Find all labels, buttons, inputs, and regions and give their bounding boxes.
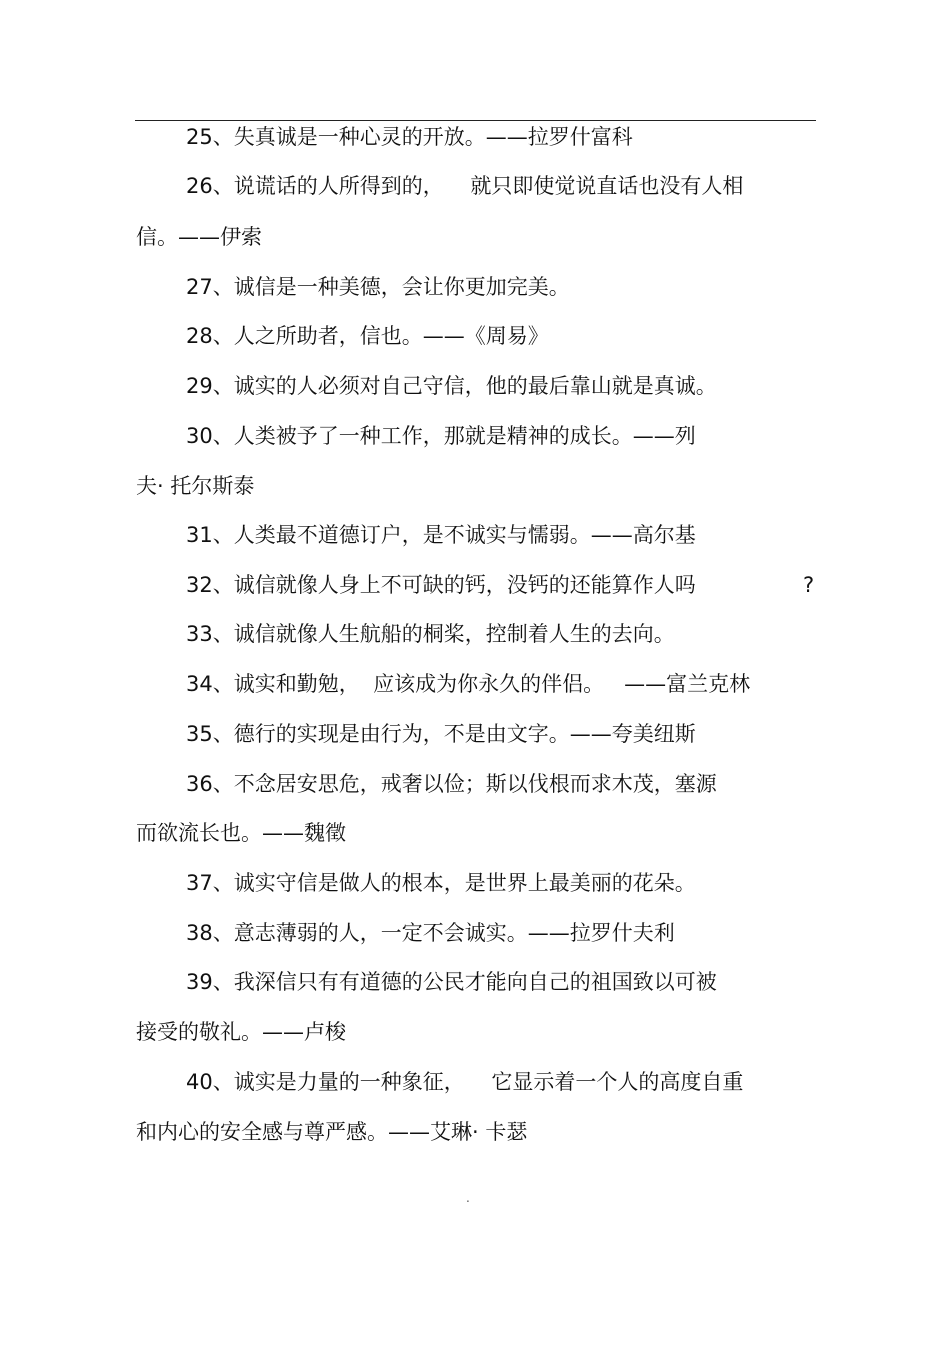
quote-40-line-1: 40、诚实是力量的一种象征， 它显示着一个人的高度自重 bbox=[186, 1070, 744, 1094]
quote-30-line-1: 30、人类被予了一种工作，那就是精神的成长。——列 bbox=[186, 424, 696, 448]
quote-26-line-1: 26、说谎话的人所得到的， 就只即使觉说直话也没有人相 bbox=[186, 174, 744, 198]
quote-33: 33、诚信就像人生航船的桐桨，控制着人生的去向。 bbox=[186, 622, 675, 646]
footer-mark: . bbox=[466, 1191, 470, 1205]
quote-26-line-2: 信。——伊索 bbox=[136, 225, 262, 249]
quote-38: 38、意志薄弱的人，一定不会诚实。——拉罗什夫利 bbox=[186, 921, 675, 945]
quote-32-question-mark: ? bbox=[803, 573, 815, 597]
header-rule bbox=[135, 120, 816, 121]
quote-37: 37、诚实守信是做人的根本，是世界上最美丽的花朵。 bbox=[186, 871, 696, 895]
quote-32: 32、诚信就像人身上不可缺的钙，没钙的还能算作人吗 bbox=[186, 573, 696, 597]
quote-34: 34、诚实和勤勉， 应该成为你永久的伴侣。 ——富兰克林 bbox=[186, 672, 751, 696]
quote-39-line-2: 接受的敬礼。——卢梭 bbox=[136, 1020, 346, 1044]
quote-30-line-2: 夫· 托尔斯泰 bbox=[136, 474, 255, 498]
quote-35: 35、德行的实现是由行为，不是由文字。——夸美纽斯 bbox=[186, 722, 696, 746]
quote-29: 29、诚实的人必须对自己守信，他的最后靠山就是真诚。 bbox=[186, 374, 717, 398]
quote-31: 31、人类最不道德订户，是不诚实与懦弱。——高尔基 bbox=[186, 523, 696, 547]
quote-25: 25、失真诚是一种心灵的开放。——拉罗什富科 bbox=[186, 125, 633, 149]
quote-36-line-1: 36、不念居安思危，戒奢以俭；斯以伐根而求木茂，塞源 bbox=[186, 772, 717, 796]
quote-28: 28、人之所助者，信也。——《周易》 bbox=[186, 324, 549, 348]
quote-36-line-2: 而欲流长也。——魏徵 bbox=[136, 821, 346, 845]
quote-40-line-2: 和内心的安全感与尊严感。——艾琳· 卡瑟 bbox=[136, 1120, 528, 1144]
quote-39-line-1: 39、我深信只有有道德的公民才能向自己的祖国致以可被 bbox=[186, 970, 717, 994]
quote-27: 27、诚信是一种美德，会让你更加完美。 bbox=[186, 275, 570, 299]
